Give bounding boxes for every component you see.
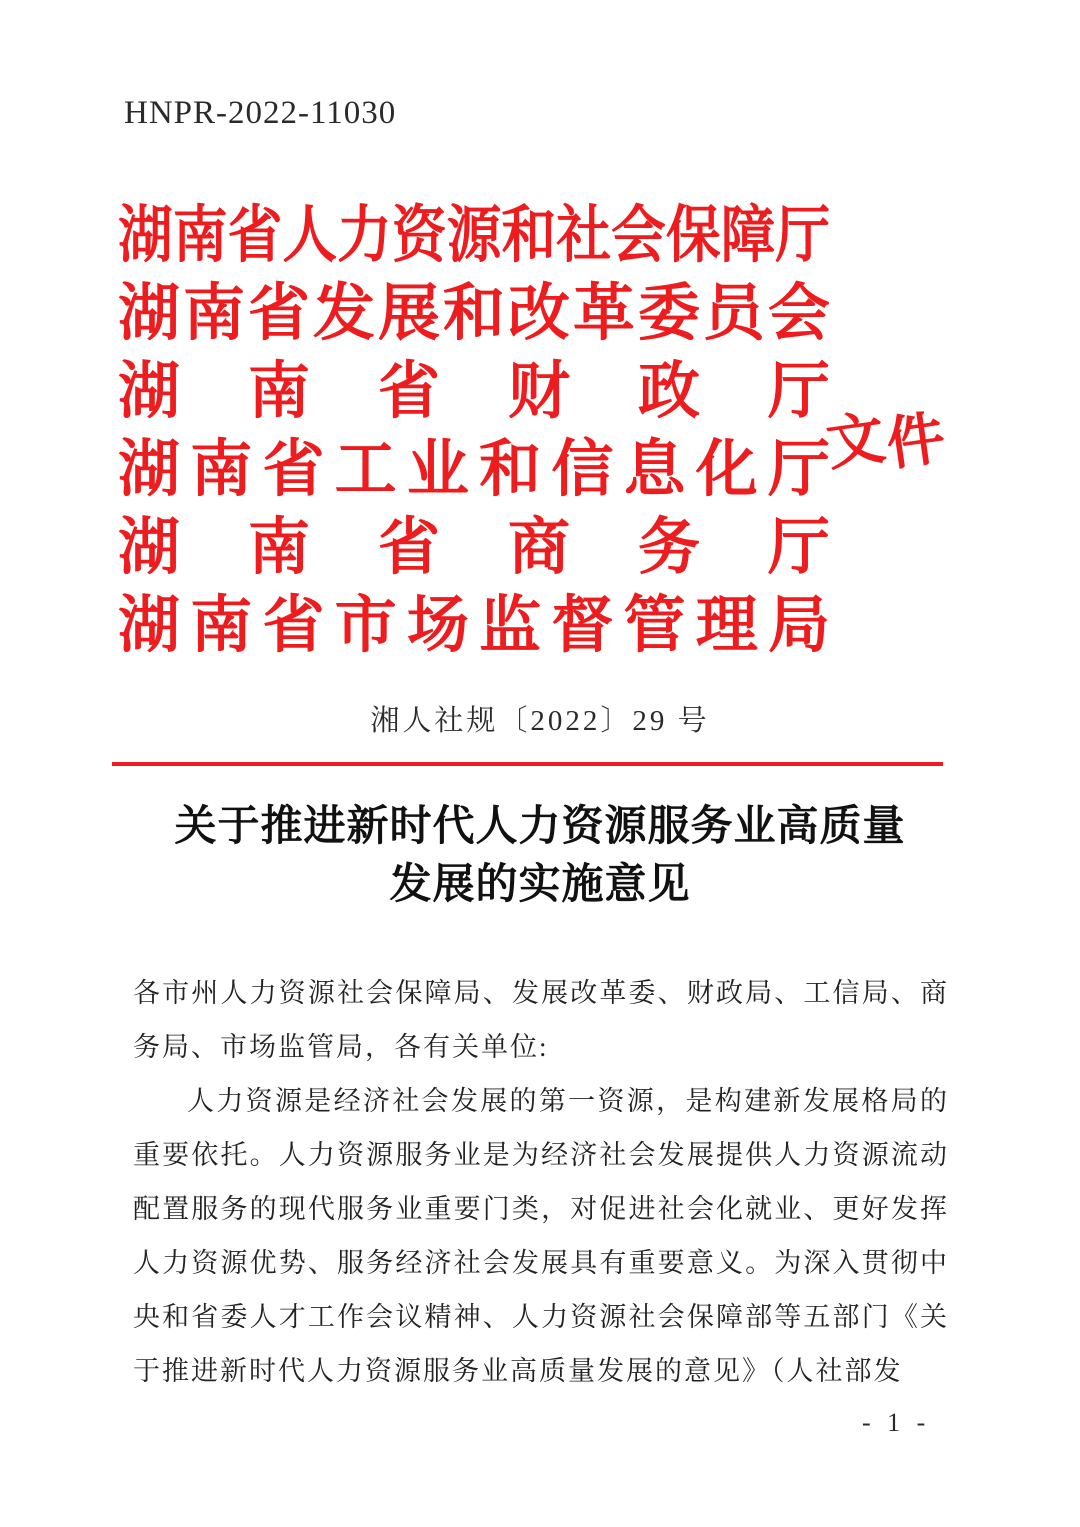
issuer-line-commerce: 湖 南 省 商 务 厅 <box>118 513 830 582</box>
red-rule-divider <box>112 762 943 766</box>
doc-code: HNPR-2022-11030 <box>124 95 397 131</box>
doc-title-line-1: 关于推进新时代人力资源服务业高质量 <box>174 804 906 850</box>
ref-number: 湘人社规〔2022〕29 号 <box>370 705 710 737</box>
body-block <box>133 966 949 1398</box>
body-paragraph: 人力资源是经济社会发展的第一资源，是构建新发展格局的重要依托。人力资源服务业是为经济社会发展提供人力资源流动配置服务的现代服务业重要门类，对促进社会化就业、更好发挥人力资源优势、服务经济社会发展具有重要意义。为深入贯彻中央和省委人才工作会议精神、人力资源社会保障部等五部门《关于推进新时代人力资源服务业高质量发展的意见》（人社部发 <box>133 1086 949 1386</box>
document-label: 文 件 <box>822 405 950 478</box>
recipients-paragraph: 各市州人力资源社会保障局、发展改革委、财政局、工信局、商务局、市场监管局，各有关单位: <box>133 978 949 1062</box>
doc-title <box>113 798 967 914</box>
issuer-line-finance: 湖 南 省 财 政 厅 <box>118 357 830 426</box>
issuer-line-hrss: 湖 南 省 人 力 资 源 和 社 会 保 障 厅 <box>118 201 831 270</box>
page-number: - 1 - <box>862 1408 931 1437</box>
issuer-block <box>118 190 830 658</box>
issuer-line-market-regulation: 湖 南 省 市 场 监 督 管 理 局 <box>118 591 830 660</box>
doc-title-line-2: 发展的实施意见 <box>389 862 691 908</box>
issuer-line-industry-it: 湖 南 省 工 业 和 信 息 化 厅 <box>118 435 830 504</box>
issuer-line-drc: 湖 南 省 发 展 和 改 革 委 员 会 <box>118 279 830 348</box>
